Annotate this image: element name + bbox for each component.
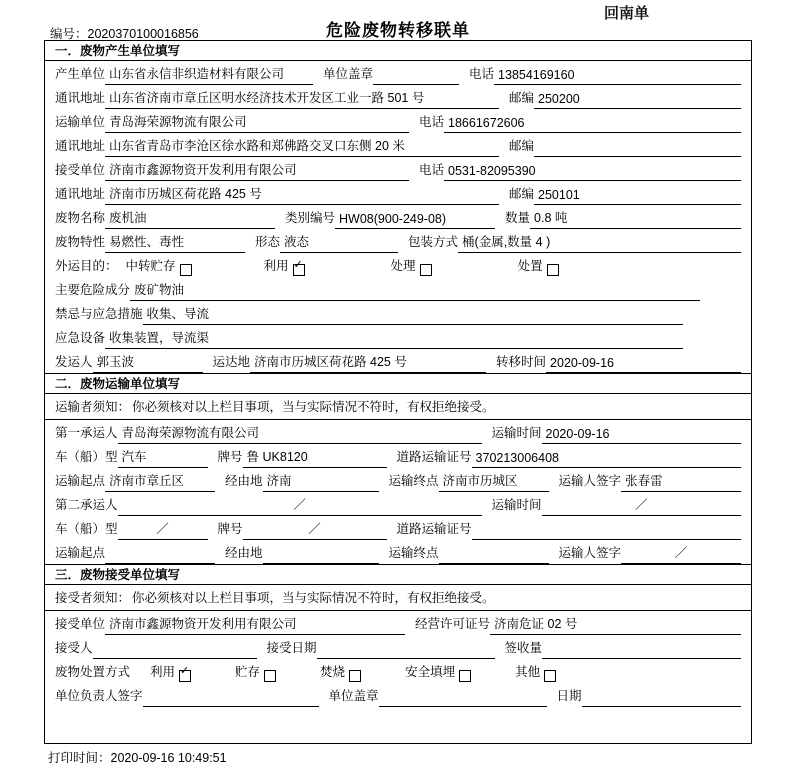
disposal-option-store-label: 贮存 [235, 665, 261, 679]
permit-label: 经营许可证号 [415, 617, 491, 631]
via-2-value[interactable] [263, 549, 379, 564]
page-title: 危险废物转移联单 [326, 21, 470, 40]
plate-2-label: 牌号 [217, 522, 243, 536]
carrier-2-time-label: 运输时间 [491, 498, 542, 512]
stamp-text: 回南单 [604, 5, 650, 22]
row-receiving-person [45, 635, 751, 659]
carrier-2-label: 第二承运人 [55, 498, 118, 512]
category-label: 类别编号 [285, 211, 336, 225]
permit-value[interactable]: 济南危证 02 号 [490, 614, 741, 635]
receiver-address-value[interactable]: 济南市历城区荷花路 425 号 [105, 184, 499, 205]
via-1-label: 经由地 [225, 474, 263, 488]
producer-zip-label: 邮编 [509, 91, 535, 105]
purpose-option-dispose-label: 处置 [517, 259, 543, 273]
row-route-2 [45, 540, 751, 564]
receiving-unit-label: 接受单位 [55, 617, 106, 631]
form-label: 形态 [255, 235, 281, 249]
row-equipment [45, 325, 751, 349]
row-waste-name [45, 205, 751, 229]
transfer-time-value[interactable]: 2020-09-16 [546, 356, 741, 373]
row-carrier-2 [45, 492, 751, 516]
row-carrier-1 [45, 420, 751, 444]
carrier-2-time-value[interactable]: ／ [542, 495, 741, 516]
row-disposal-method [45, 659, 751, 683]
purpose-label: 外运目的： [55, 259, 118, 273]
row-producer [45, 61, 751, 85]
row-transporter-address [45, 133, 751, 157]
leader-signature-value[interactable] [143, 692, 319, 707]
property-value[interactable]: 易燃性、毒性 [105, 232, 245, 253]
purpose-option-treat-label: 处理 [390, 259, 416, 273]
section-2-notice-label: 运输者须知： [55, 400, 131, 414]
row-vehicle-1 [45, 444, 751, 468]
receiver-address-label: 通讯地址 [55, 187, 106, 201]
transfer-time-label: 转移时间 [496, 355, 547, 369]
disposal-option-incinerate-checkbox[interactable] [349, 670, 361, 682]
transporter-label: 运输单位 [55, 115, 106, 129]
start-2-value[interactable] [105, 549, 215, 564]
section-3-notice-text: 你必须核对以上栏目事项，当与实际情况不符时，有权拒绝接受。 [132, 591, 495, 605]
signature-date-label: 日期 [556, 689, 582, 703]
seal-label: 单位盖章 [323, 67, 374, 81]
leader-signature-label: 单位负责人签字 [55, 689, 143, 703]
sign-1-label: 运输人签字 [558, 474, 622, 488]
disposal-option-landfill-label: 安全填埋 [405, 665, 456, 679]
row-waste-property [45, 229, 751, 253]
receiver-zip-label: 邮编 [509, 187, 535, 201]
row-receiver-address [45, 181, 751, 205]
purpose-option-dispose-checkbox[interactable] [547, 264, 559, 276]
purpose-option-treat-checkbox[interactable] [420, 264, 432, 276]
receiving-date-label: 接受日期 [266, 641, 317, 655]
equipment-value[interactable]: 收集装置，导流渠 [105, 328, 683, 349]
row-transporter [45, 109, 751, 133]
vehicle-1-label: 车（船）型 [55, 450, 118, 464]
section-2-notice-text: 你必须核对以上栏目事项，当与实际情况不符时，有权拒绝接受。 [132, 400, 495, 414]
receiving-date-value[interactable] [317, 644, 495, 659]
receiver-value[interactable]: 济南市鑫源物资开发利用有限公司 [105, 160, 409, 181]
disposal-option-store-checkbox[interactable] [264, 670, 276, 682]
phone-label: 电话 [469, 67, 495, 81]
license-1-label: 道路运输证号 [396, 450, 472, 464]
receiving-unit-value[interactable]: 济南市鑫源物资开发利用有限公司 [105, 614, 405, 635]
via-1-value[interactable]: 济南 [263, 471, 379, 492]
print-time [48, 748, 227, 766]
row-receiving-unit [45, 611, 751, 635]
sign-2-label: 运输人签字 [558, 546, 622, 560]
row-sender [45, 349, 751, 373]
carrier-1-value[interactable]: 青岛海荣源物流有限公司 [118, 423, 482, 444]
equipment-label: 应急设备 [55, 331, 106, 345]
carrier-2-value[interactable]: ／ [118, 495, 482, 516]
end-2-value[interactable] [439, 549, 549, 564]
disposal-method-label: 废物处置方式 [55, 665, 131, 679]
property-label: 废物特性 [55, 235, 106, 249]
transporter-value[interactable]: 青岛海荣源物流有限公司 [105, 112, 409, 133]
license-1-value[interactable]: 370213006408 [472, 451, 741, 468]
disposal-option-other-label: 其他 [515, 665, 541, 679]
seal-value[interactable] [373, 70, 459, 85]
transporter-address-value[interactable]: 山东省青岛市李沧区徐水路和郑佛路交叉口东侧 20 米 [105, 136, 499, 157]
section-1-heading: 一．废物产生单位填写 [45, 41, 751, 61]
producer-zip-value[interactable]: 250200 [534, 92, 741, 109]
phone-value[interactable]: 13854169160 [494, 68, 741, 85]
main-hazard-value[interactable]: 废矿物油 [130, 280, 700, 301]
section-2-heading: 二．废物运输单位填写 [45, 374, 751, 394]
transporter-zip-label: 邮编 [509, 139, 535, 153]
main-hazard-label: 主要危险成分 [55, 283, 131, 297]
row-vehicle-2 [45, 516, 751, 540]
dest-label: 运达地 [212, 355, 251, 369]
section-2-notice [45, 394, 751, 420]
receiving-person-value[interactable] [93, 644, 257, 659]
waste-name-value[interactable]: 废机油 [105, 208, 275, 229]
form-frame [44, 40, 752, 744]
plate-1-value[interactable]: 鲁 UK8120 [243, 447, 387, 468]
row-producer-address [45, 85, 751, 109]
sign-2-value[interactable]: ／ [621, 543, 741, 564]
end-2-label: 运输终点 [388, 546, 439, 560]
dest-value[interactable]: 济南市历城区荷花路 425 号 [250, 352, 486, 373]
purpose-option-use-checkbox[interactable] [293, 264, 305, 276]
transporter-address-label: 通讯地址 [55, 139, 106, 153]
transporter-phone-value[interactable]: 18661672606 [444, 116, 741, 133]
start-2-label: 运输起点 [55, 546, 106, 560]
purpose-option-transfer-label: 中转贮存 [125, 259, 176, 273]
receiver-zip-value[interactable]: 250101 [534, 188, 741, 205]
signature-date-value[interactable] [582, 692, 741, 707]
vehicle-2-label: 车（船）型 [55, 522, 118, 536]
license-2-value[interactable] [472, 525, 741, 540]
row-taboo [45, 301, 751, 325]
receipt-quantity-label: 签收量 [504, 641, 543, 655]
receiver-phone-label: 电话 [419, 163, 445, 177]
sender-label: 发运人 [55, 355, 93, 369]
start-1-value[interactable]: 济南市章丘区 [105, 471, 215, 492]
section-3-notice [45, 585, 751, 611]
disposal-option-use-checkbox[interactable] [179, 670, 191, 682]
section-3-heading: 三．废物接受单位填写 [45, 565, 751, 585]
purpose-option-use-label: 利用 [263, 259, 289, 273]
serial-number-value: 2020370100016856 [87, 27, 199, 41]
section-3-notice-label: 接受者须知： [55, 591, 131, 605]
waste-name-label: 废物名称 [55, 211, 106, 225]
row-route-1 [45, 468, 751, 492]
receiving-person-label: 接受人 [55, 641, 93, 655]
package-label: 包装方式 [408, 235, 459, 249]
plate-2-value[interactable]: ／ [243, 519, 387, 540]
disposal-option-other-checkbox[interactable] [544, 670, 556, 682]
receiver-label: 接受单位 [55, 163, 106, 177]
serial-number-label: 编号： [50, 27, 88, 41]
carrier-1-time-label: 运输时间 [491, 426, 542, 440]
transporter-phone-label: 电话 [419, 115, 445, 129]
producer-value[interactable]: 山东省永信非织造材料有限公司 [105, 64, 313, 85]
vehicle-1-value[interactable]: 汽车 [118, 447, 208, 468]
license-2-label: 道路运输证号 [396, 522, 472, 536]
receiver-phone-value[interactable]: 0531-82095390 [444, 164, 741, 181]
row-leader-signature [45, 683, 751, 707]
taboo-value[interactable]: 收集、导流 [143, 304, 683, 325]
row-purpose [45, 253, 751, 277]
document-header [0, 5, 796, 41]
sign-1-value[interactable]: 张春雷 [621, 471, 741, 492]
producer-address-label: 通讯地址 [55, 91, 106, 105]
quantity-label: 数量 [505, 211, 531, 225]
unit-seal-label: 单位盖章 [328, 689, 379, 703]
disposal-option-incinerate-label: 焚烧 [320, 665, 346, 679]
taboo-label: 禁忌与应急措施 [55, 307, 143, 321]
receipt-quantity-value[interactable] [542, 644, 741, 659]
carrier-1-time-value[interactable]: 2020-09-16 [542, 427, 741, 444]
quantity-value[interactable]: 0.8 吨 [530, 208, 741, 229]
category-value[interactable]: HW08(900-249-08) [335, 212, 495, 229]
print-time-label: 打印时间： [48, 751, 111, 765]
end-1-label: 运输终点 [388, 474, 439, 488]
disposal-option-use-label: 利用 [150, 665, 176, 679]
transporter-zip-value[interactable] [534, 142, 741, 157]
row-receiver [45, 157, 751, 181]
form-value[interactable]: 液态 [280, 232, 398, 253]
print-time-value: 2020-09-16 10:49:51 [110, 751, 227, 765]
row-main-hazard [45, 277, 751, 301]
via-2-label: 经由地 [225, 546, 263, 560]
disposal-option-landfill-checkbox[interactable] [459, 670, 471, 682]
purpose-option-transfer-checkbox[interactable] [180, 264, 192, 276]
producer-address-value[interactable]: 山东省济南市章丘区明水经济技术开发区工业一路 501 号 [105, 88, 499, 109]
carrier-1-label: 第一承运人 [55, 426, 118, 440]
vehicle-2-value[interactable]: ／ [118, 519, 208, 540]
package-value[interactable]: 桶(金属,数量 4 ) [458, 232, 741, 253]
unit-seal-value[interactable] [379, 692, 547, 707]
end-1-value[interactable]: 济南市历城区 [439, 471, 549, 492]
producer-label: 产生单位 [55, 67, 106, 81]
plate-1-label: 牌号 [217, 450, 243, 464]
sender-value[interactable]: 郭玉波 [93, 352, 203, 373]
start-1-label: 运输起点 [55, 474, 106, 488]
